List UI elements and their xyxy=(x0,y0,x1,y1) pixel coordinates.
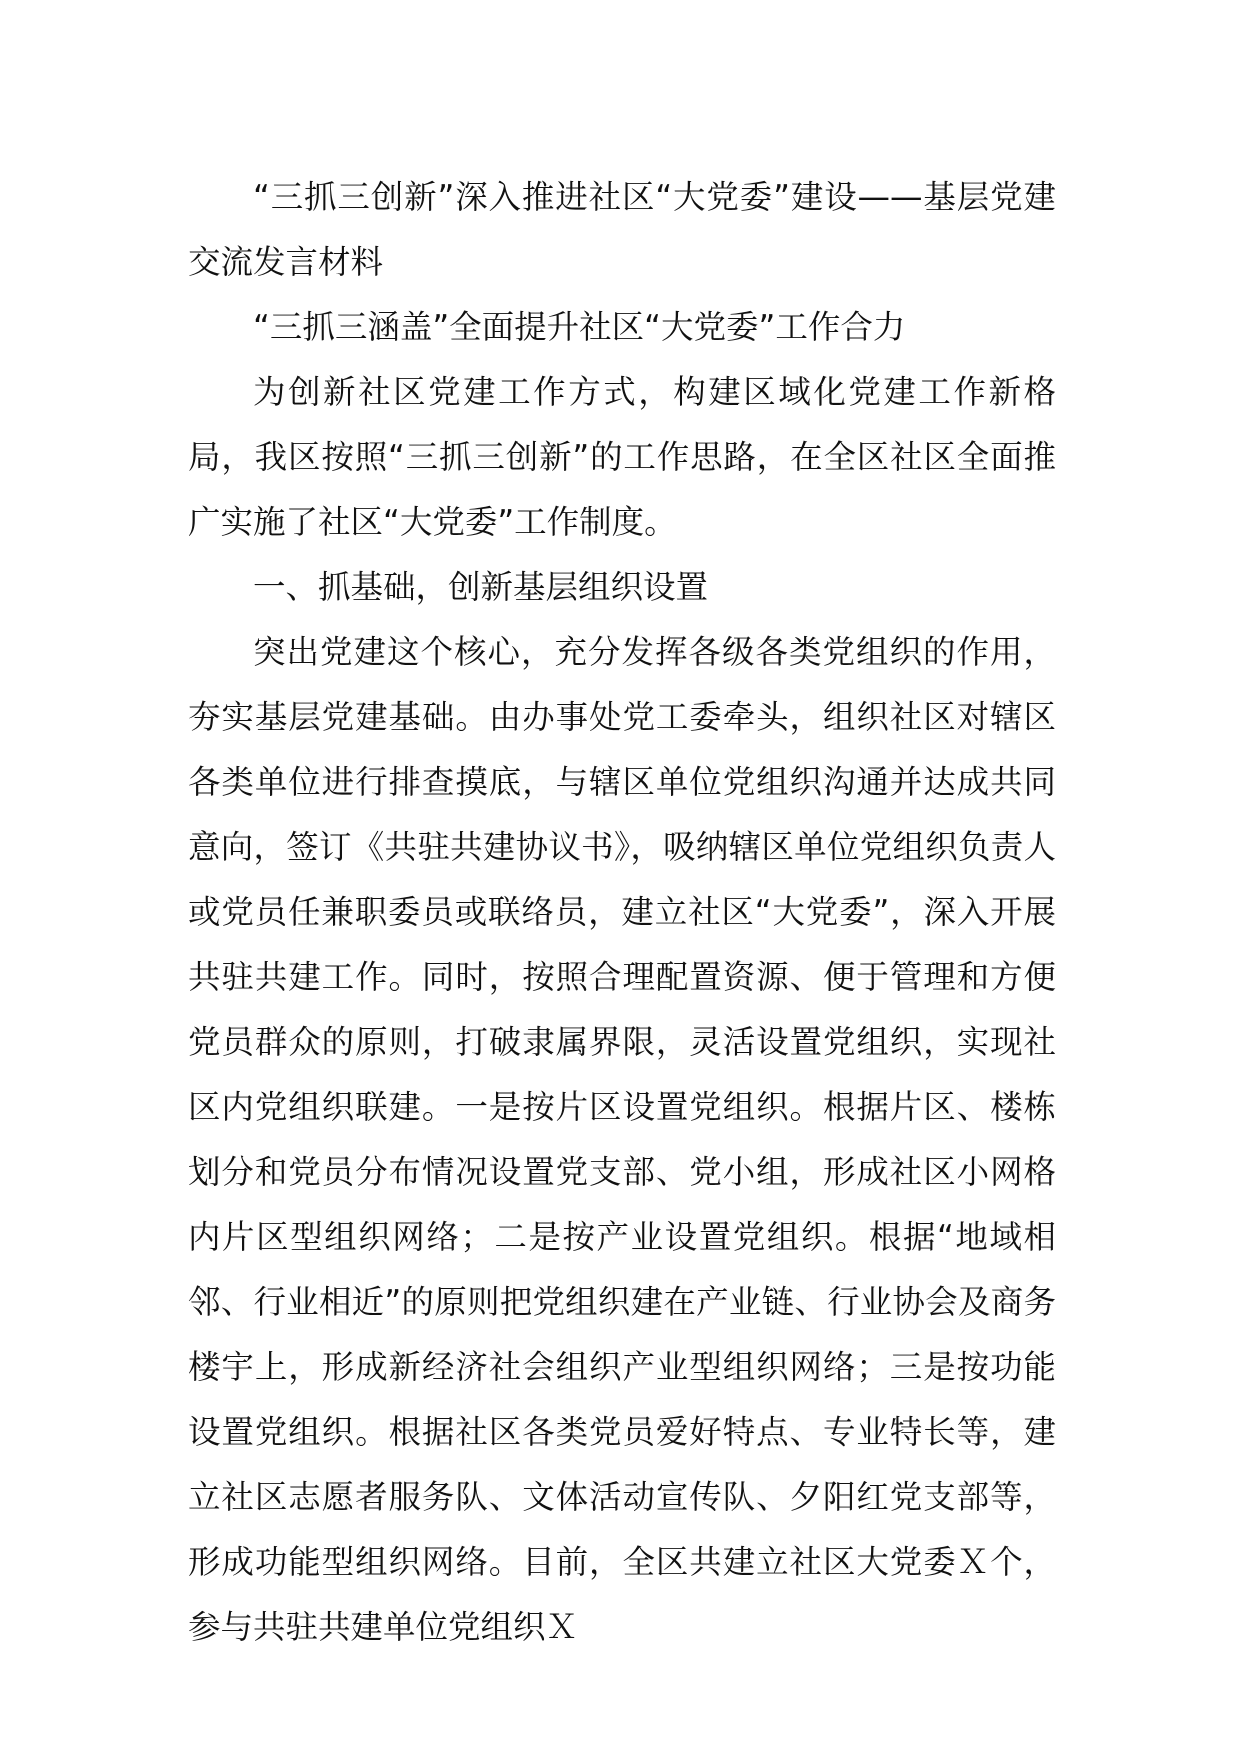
document-subtitle: “三抓三涵盖”全面提升社区“大党委”工作合力 xyxy=(253,308,906,346)
intro-paragraph: 为创新社区党建工作方式，构建区域化党建工作新格局，我区按照“三抓三创新”的工作思路，在全区社区全面推广实施了社区“大党委”工作制度。 xyxy=(188,373,1056,541)
body-paragraph: 突出党建这个核心，充分发挥各级各类党组织的作用，夯实基层党建基础。由办事处党工委牵头，组织社区对辖区各类单位进行排查摸底，与辖区单位党组织沟通并达成共同意向，签订《共驻共建协议书》，吸纳辖区单位党组织负责人或党员任兼职委员或联络员，建立社区“大党委”，深入开展共驻共建工作。同时，按照合理配置资源、便于管理和方便党员群众的原则，打破隶属界限，灵活设置党组织，实现社区内党组织联建。一是按片区设置党组织。根据片区、楼栋划分和党员分布情况设置党支部、党小组，形成社区小网格内片区型组织网络；二是按产业设置党组织。根据“地域相邻、行业相近”的原则把党组织建在产业链、行业协会及商务楼宇上，形成新经济社会组织产业型组织网络；三是按功能设置党组织。根据社区各类党员爱好特点、专业特长等，建立社区志愿者服务队、文体活动宣传队、夕阳红党支部等，形成功能型组织网络。目前，全区共建立社区大党委Ｘ个，参与共驻共建单位党组织Ｘ xyxy=(188,633,1056,1646)
section-heading: 一、抓基础，创新基层组织设置 xyxy=(253,568,709,606)
document-body xyxy=(188,165,1056,1660)
document-title: “三抓三创新”深入推进社区“大党委”建设——基层党建交流发言材料 xyxy=(188,178,1056,281)
